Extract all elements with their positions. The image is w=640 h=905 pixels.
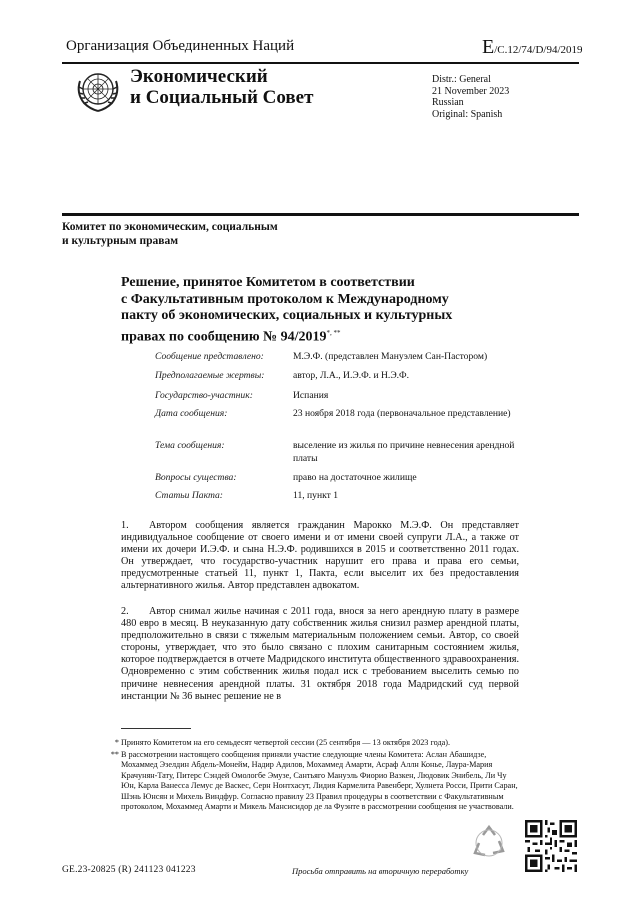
recycle-icon xyxy=(469,823,509,863)
paragraph-2: 2. Автор снимал жилье начиная с 2011 года, внося за него арендную плату в размере 480 евро в месяц. В неуказанную дату собственник жилья снизил размер арендной платы, предположительно в связи с тяжелым материальным положением семьи. Автор, со своей стороны, утверждает, что это было связано с плохим санитарным состоянием жилья, которое подтверждается в отчете Мадридского института общественного здравоохранения. Одновременно с этим собственник жилья подал иск с требованием выселить семью по причине невнесения арендной платы. 31 октября 2018 года Мадридский суд первой инстанции № 36 вынес решение не в xyxy=(121,606,519,702)
un-emblem-icon xyxy=(74,67,122,115)
decision-title xyxy=(121,275,521,346)
date-line: 21 November 2023 xyxy=(432,85,510,97)
decision-line-2: с Факультативным протоколом к Международному xyxy=(121,291,449,307)
council-line-1: Экономический xyxy=(130,66,268,87)
footnote-1: * Принято Комитетом на его семьдесят четвертой сессии (25 сентября — 13 октября 2023 года). xyxy=(114,738,451,747)
organization-name: Организация Объединенных Наций xyxy=(66,38,295,54)
symbol-prefix: E xyxy=(482,36,495,58)
footnote-2: ** В рассмотрении настоящего сообщения приняли участие следующие члены Комитета: Аслан Абашидзе, Мохаммед Эзелдин Абдель-Монейм, Надир Адилов, Мохаммед Амарти, Асраф Аллн Конье, Лаура-Мария Крачунян-Тату, Питерс Сэндей Омологбе Эмузе, Сантьяго Мануэль Фиорио Вазкен, Людовик Энибель, Ли Чу Юн, Карла Ванесса Лемус де Васкес, Серн Нонтхасут, Лидия Кармелита Равенберг, Хулнета Росси, Прити Саран, Шэнь Юнсян и Михель Виндфур. Согласно правилу 23 Правил процедуры в соответствии с Факультативным протоколом, Мохаммед Амарти и Микель Мансисидор де ла Фуэнте в рассмотрении сообщения не участвовали. xyxy=(110,750,518,812)
distribution-block xyxy=(432,74,509,120)
footnote-rule xyxy=(121,728,191,729)
distr-line: Distr.: General xyxy=(432,74,491,85)
council-line-2: и Социальный Совет xyxy=(130,87,314,108)
decision-line-1: Решение, принятое Комитетом в соответствии xyxy=(121,275,415,290)
committee-line-2: и культурным правам xyxy=(62,235,179,247)
qr-code-icon xyxy=(525,820,577,872)
original-line: Original: Spanish xyxy=(432,108,503,120)
document-symbol xyxy=(482,36,583,59)
paragraph-1: 1. Автором сообщения является гражданин Марокко М.Э.Ф. Он представляет индивидуальное сообщение от своего имени и от имени своей супруги Л.А., а также от имени их дочери И.Э.Ф. и сына Н.Э.Ф. родившихся в 2015 и соответственно 2011 годах. Он утверждает, что государство-участник нарушит его права и права его семьи, предусмотренные статьей 11, пункт 1, Пакта, если выселит их без предоставления альтернативного жилья. Автор представлен адвокатом. xyxy=(121,520,519,592)
council-name xyxy=(130,66,313,108)
language-line: Russian xyxy=(432,97,464,108)
decision-line-4: правах по сообщению № 94/2019*, ** xyxy=(121,328,341,345)
footnote-marks: *, ** xyxy=(326,328,341,337)
committee-name xyxy=(62,220,278,248)
committee-line-1: Комитет по экономическим, социальным xyxy=(62,221,278,233)
header-rule xyxy=(62,62,579,64)
decision-line-3: пакту об экономических, социальных и культурных xyxy=(121,308,453,323)
document-code: GE.23-20825 (R) 241123 041223 xyxy=(62,865,196,875)
thick-rule xyxy=(62,213,579,216)
symbol-rest: /C.12/74/D/94/2019 xyxy=(494,44,583,56)
recycle-note: Просьба отправить на вторичную переработку xyxy=(292,866,469,876)
